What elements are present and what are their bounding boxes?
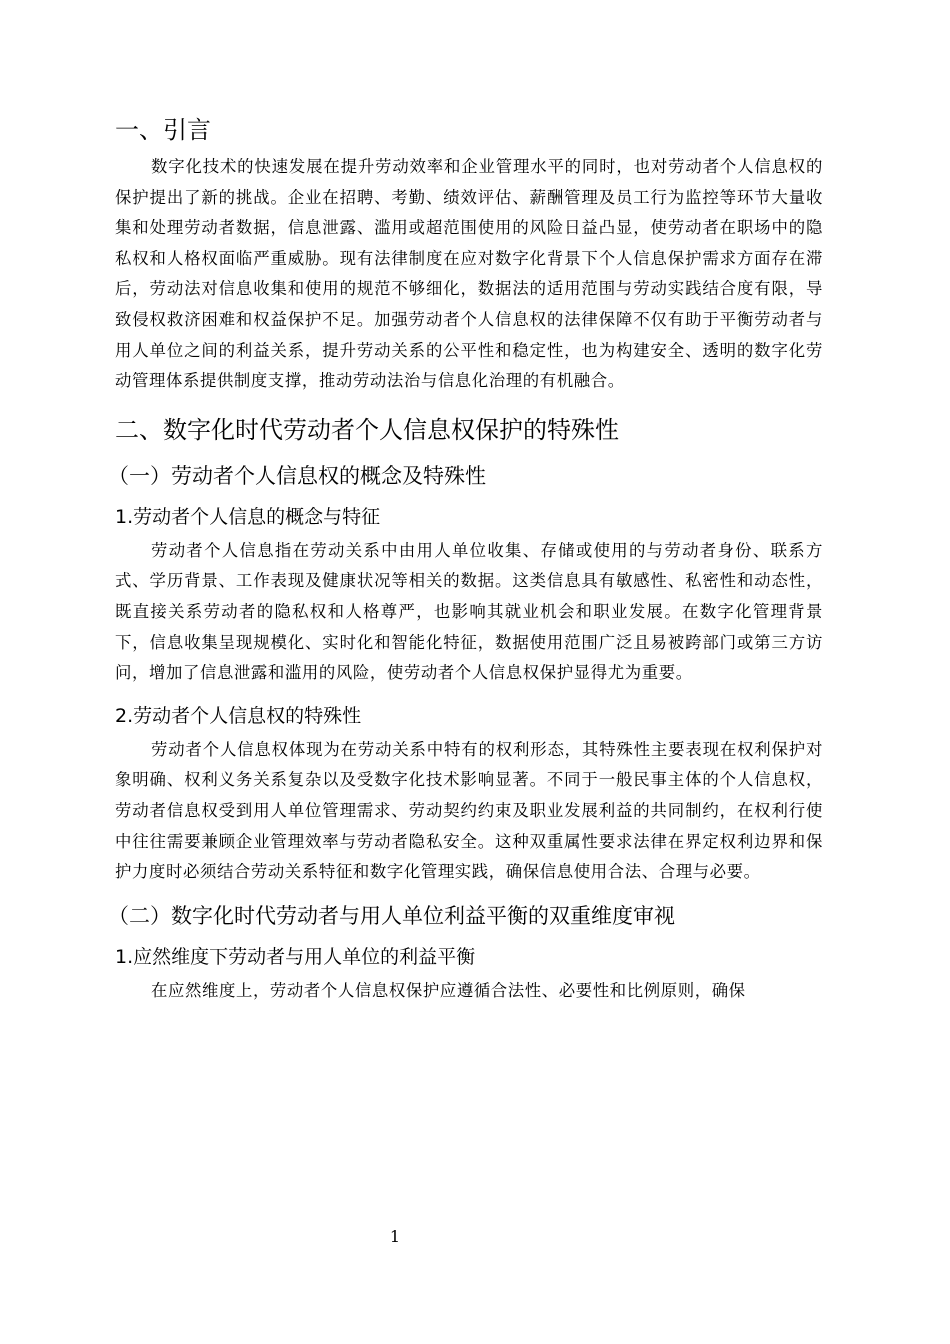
page-number: 1 <box>389 1227 401 1246</box>
item-paragraph-2-1: 在应然维度上，劳动者个人信息权保护应遵循合法性、必要性和比例原则，确保 <box>151 980 746 1000</box>
item-paragraph-1-2: 劳动者个人信息权体现为在劳动关系中特有的权利形态，其特殊性主要表现在权利保护对象明确、权利义务关系复杂以及受数字化技术影响显著。不同于一般民事主体的个人信息权，劳动者信息权受到用人单位管理需求、劳动契约约束及职业发展利益的共同制约，在权利行使中往往需要兼顾企业管理效率与劳动者隐私安全。这种双重属性要求法律在界定权利边界和保护力度时必须结合劳动关系特征和数字化管理实践，确保信息使用合法、合理与必要。 <box>115 739 823 882</box>
subsection-heading-2: （二）数字化时代劳动者与用人单位利益平衡的双重维度审视 <box>108 903 675 928</box>
item-heading-2-1: 1.应然维度下劳动者与用人单位的利益平衡 <box>115 945 476 968</box>
section-heading-2: 二、数字化时代劳动者个人信息权保护的特殊性 <box>115 415 619 444</box>
item-heading-1-2: 2.劳动者个人信息权的特殊性 <box>115 704 362 727</box>
subsection-heading-1: （一）劳动者个人信息权的概念及特殊性 <box>108 463 486 488</box>
page-content <box>108 112 823 1006</box>
item-paragraph-1-1: 劳动者个人信息指在劳动关系中由用人单位收集、存储或使用的与劳动者身份、联系方式、学历背景、工作表现及健康状况等相关的数据。这类信息具有敏感性、私密性和动态性，既直接关系劳动者的隐私权和人格尊严，也影响其就业机会和职业发展。在数字化管理背景下，信息收集呈现规模化、实时化和智能化特征，数据使用范围广泛且易被跨部门或第三方访问，增加了信息泄露和滥用的风险，使劳动者个人信息权保护显得尤为重要。 <box>115 540 823 683</box>
introduction-paragraph: 数字化技术的快速发展在提升劳动效率和企业管理水平的同时，也对劳动者个人信息权的保护提出了新的挑战。企业在招聘、考勤、绩效评估、薪酬管理及员工行为监控等环节大量收集和处理劳动者数据，信息泄露、滥用或超范围使用的风险日益凸显，使劳动者在职场中的隐私权和人格权面临严重威胁。现有法律制度在应对数字化背景下个人信息保护需求方面存在滞后，劳动法对信息收集和使用的规范不够细化，数据法的适用范围与劳动实践结合度有限，导致侵权救济困难和权益保护不足。加强劳动者个人信息权的法律保障不仅有助于平衡劳动者与用人单位之间的利益关系，提升劳动关系的公平性和稳定性，也为构建安全、透明的数字化劳动管理体系提供制度支撑，推动劳动法治与信息化治理的有机融合。 <box>115 157 823 391</box>
section-heading-introduction: 一、引言 <box>115 116 211 144</box>
item-heading-1-1: 1.劳动者个人信息的概念与特征 <box>115 505 381 528</box>
